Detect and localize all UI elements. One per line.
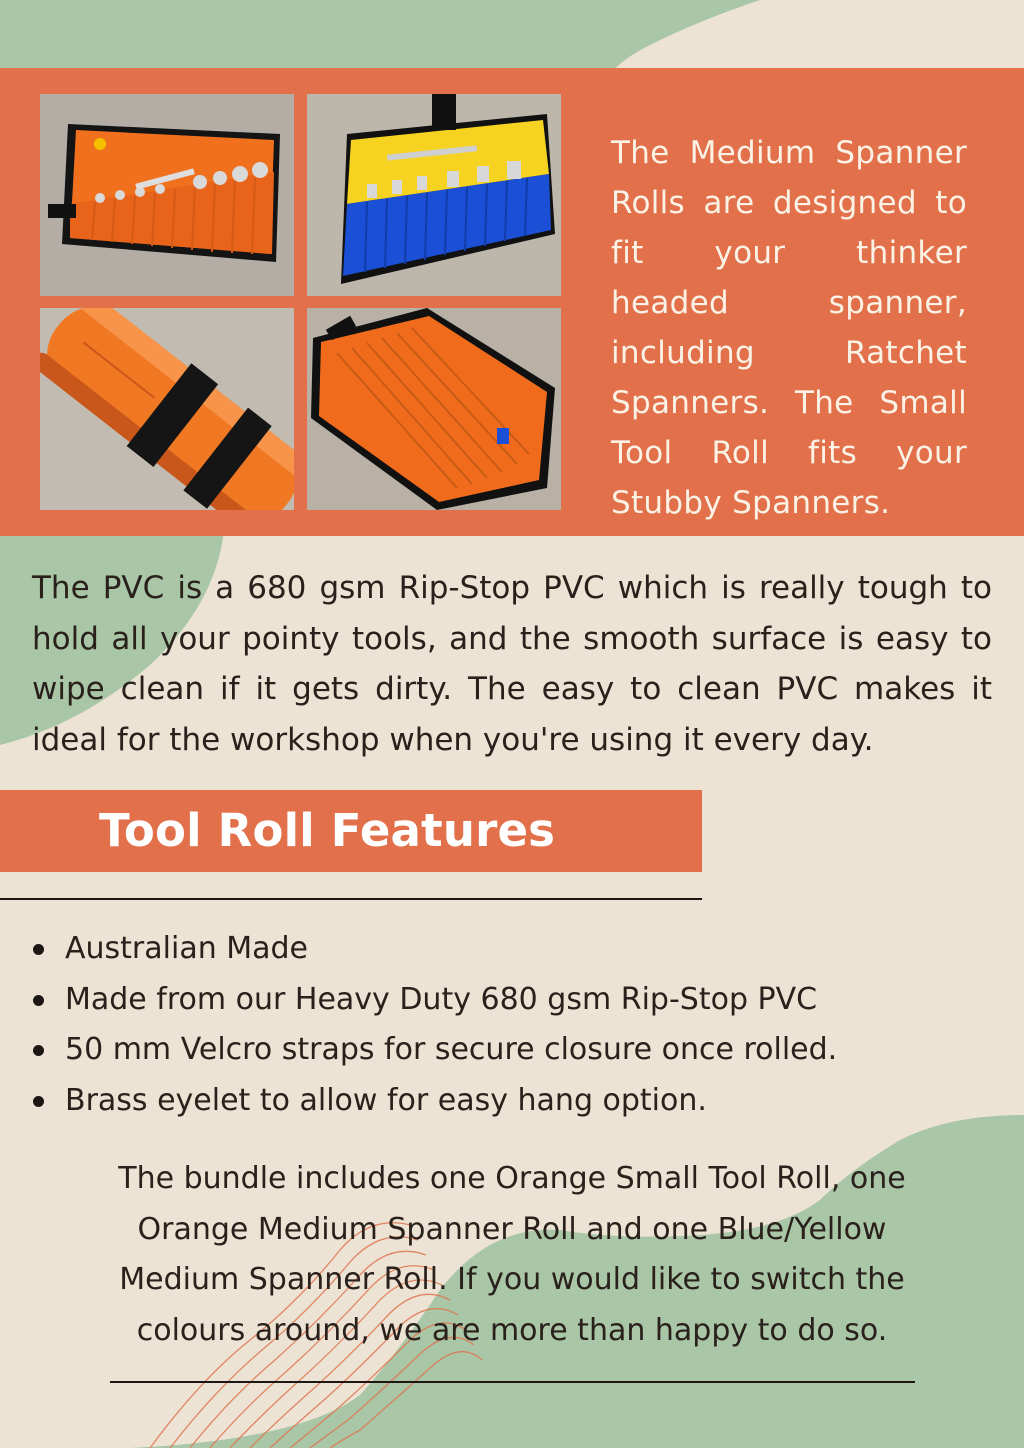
features-divider: [0, 898, 702, 900]
bullet-icon: [33, 944, 44, 955]
feature-item: [32, 924, 932, 975]
feature-item-text: Made from our Heavy Duty 680 gsm Rip-Stop PVC: [65, 981, 818, 1017]
feature-item: [32, 1025, 932, 1076]
pvc-description-paragraph: The PVC is a 680 gsm Rip-Stop PVC which is really tough to hold all your pointy tools, and the smooth surface is easy to wipe clean if it gets dirty. The easy to clean PVC makes it ideal for the workshop when you're using it every day.: [32, 570, 992, 758]
orange-spanner-roll-with-spanners-photo: [40, 94, 294, 296]
feature-item: [32, 975, 932, 1026]
features-list: [32, 924, 932, 1126]
feature-item-text: 50 mm Velcro straps for secure closure once rolled.: [65, 1032, 838, 1067]
feature-item: [32, 1076, 932, 1127]
bullet-icon: [33, 1045, 44, 1056]
intro-paragraph: The Medium Spanner Rolls are designed to fit your thinker headed spanner, including Ratchet Spanners. The Small Tool Roll fits your Stubby Spanners.: [611, 135, 967, 521]
feature-item-text: Australian Made: [65, 931, 309, 966]
bullet-icon: [33, 1096, 44, 1107]
empty-orange-spanner-roll-photo: [307, 308, 561, 510]
feature-item-text: Brass eyelet to allow for easy hang option.: [65, 1082, 707, 1118]
top-sage-blob: [0, 0, 760, 75]
blue-yellow-spanner-roll-photo: [307, 94, 561, 296]
bundle-description-paragraph: The bundle includes one Orange Small Tool Roll, one Orange Medium Spanner Roll and one Blue/Yellow Medium Spanner Roll. If you would like to switch the colours around, we are more than happy to do so.: [118, 1161, 906, 1348]
bottom-divider: [110, 1381, 915, 1383]
features-heading: Tool Roll Features: [99, 804, 556, 857]
bullet-icon: [33, 995, 44, 1006]
rolled-orange-tool-roll-photo: [40, 308, 294, 510]
